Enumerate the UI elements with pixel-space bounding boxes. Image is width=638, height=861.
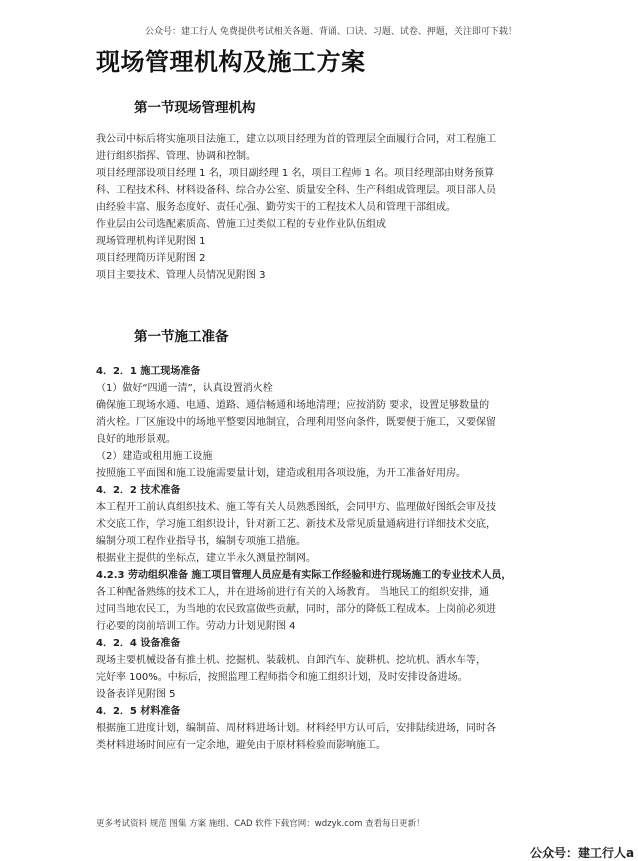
subsection-heading: 4．2．4 设备准备 xyxy=(96,638,181,649)
paragraph-line: 根据施工进度计划，编制苗、周材料进场计划。材料经甲方认可后，安排陆续进场，同时各 xyxy=(96,723,496,734)
paragraph-line: 我公司中标后将实施项目法施工，建立以项目经理为首的管理层全面履行合同，对工程施工 xyxy=(96,134,496,145)
document-title: 现场管理机构及施工方案 xyxy=(96,47,366,76)
paragraph-line: 编制分项工程作业指导书，编制专项施工措施。 xyxy=(96,536,306,547)
paragraph-line: 完好率 100%。中标后，按照监理工程师指令和施工组织计划，及时安排设备进场。 xyxy=(96,672,468,683)
paragraph-line: （2）建造或租用施工设施 xyxy=(96,451,213,462)
header-notice: 公众号：建工行人 免费提供考试相关各题、背诵、口诀、习题、试卷、押题，关注即可下载！ xyxy=(145,27,517,37)
paragraph-line: 行必要的岗前培训工作。劳动力计划见附图 4 xyxy=(96,621,296,632)
paragraph-line: 现场管理机构详见附图 1 xyxy=(96,236,206,247)
paragraph-line: 科、工程技术科、材料设备科、综合办公室、质量安全科、生产科组成管理层。项目部人员 xyxy=(96,185,496,196)
paragraph-line: 确保施工现场水通、电通、道路、通信畅通和场地清理；应按消防 要求，设置足够数量的 xyxy=(96,400,490,411)
subsection-heading: 4．2．1 施工现场准备 xyxy=(96,366,201,377)
paragraph-line: 本工程开工前认真组织技术、施工等有关人员熟悉图纸，会同甲方、监理做好图纸会审及技 xyxy=(96,502,496,513)
paragraph-line: 根据业主提供的坐标点，建立半永久测量控制网。 xyxy=(96,553,316,564)
subsection-heading: 4．2．2 技术准备 xyxy=(96,485,181,496)
paragraph-line: 4.2.3 劳动组织准备 施工项目管理人员应是有实际工作经验和进行现场施工的专业技术人员， xyxy=(96,570,512,581)
watermark-text: 公众号：建工行人a xyxy=(530,846,635,860)
section2-heading: 第一节施工准备 xyxy=(134,329,229,345)
paragraph-line: 类材料进场时间应有一定余地，避免由于原材料检验而影响施工。 xyxy=(96,740,386,751)
paragraph-line: （1）做好“四通一清”，认真设置消火栓 xyxy=(96,383,273,394)
paragraph-line: 消火栓。厂区施设中的场地平整要因地制宜，合理利用竖向条件，既要便于施工，又要保留 xyxy=(96,417,496,428)
paragraph-line: 作业层由公司选配素质高、曾施工过类似工程的专业作业队伍组成 xyxy=(96,219,386,230)
footer-text: 更多考试资料 规范 图集 方案 施组、CAD 软件下载官网：wdzyk.com 查看每日更新！ xyxy=(96,819,425,829)
paragraph-line: 按照施工平面图和施工设施需要量计划，建造或租用各项设施，为开工准备好用房。 xyxy=(96,468,466,479)
paragraph-line: 现场主要机械设备有推土机、挖掘机、装载机、自卸汽车、旋耕机、挖坑机、洒水车等， xyxy=(96,655,486,666)
paragraph-line: 进行组织指挥、管理、协调和控制。 xyxy=(96,151,256,162)
paragraph-line: 项目经理简历详见附图 2 xyxy=(96,253,206,264)
paragraph-line: 项目经理部设项目经理 1 名，项目副经理 1 名，项目工程师 1 名。项目经理部由财务预算 xyxy=(96,168,495,179)
paragraph-line: 项目主要技术、管理人员情况见附图 3 xyxy=(96,270,266,281)
paragraph-line: 由经验丰富、服务态度好、责任心强、勤劳实干的工程技术人员和管理干部组成。 xyxy=(96,202,456,213)
subsection-heading: 4．2．5 材料准备 xyxy=(96,706,181,717)
paragraph-line: 设备表详见附图 5 xyxy=(96,689,176,700)
paragraph-line: 术交底工作，学习施工组织设计，针对新工艺、新技术及常见质量通病进行详细技术交底， xyxy=(96,519,496,530)
section1-heading: 第一节现场管理机构 xyxy=(134,100,256,116)
paragraph-line: 过同当地农民工，为当地的农民致富做些贡献，同时，部分的降低工程成本。上岗前必须进 xyxy=(96,604,496,615)
paragraph-line: 良好的地形景观。 xyxy=(96,434,176,445)
paragraph-line: 各工种配备熟练的技术工人，并在进场前进行有关的入场教育。 当地民工的组织安排，通 xyxy=(96,587,490,598)
